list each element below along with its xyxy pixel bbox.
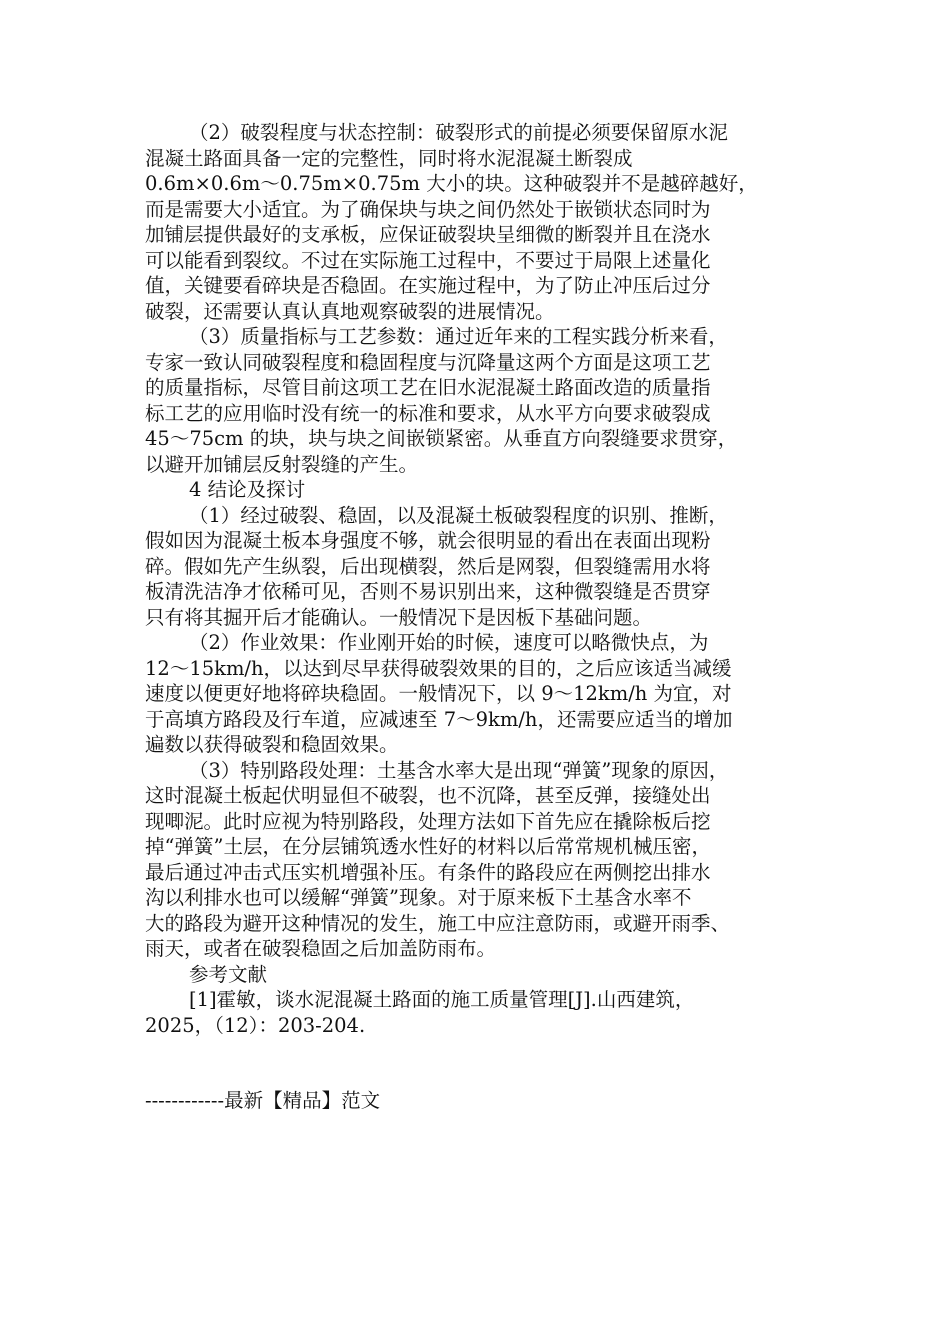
text-line: 12～15km/h，以达到尽早获得破裂效果的目的，之后应该适当减缓 <box>145 656 732 680</box>
text-line: 专家一致认同破裂程度和稳固程度与沉降量这两个方面是这项工艺 <box>145 350 711 374</box>
text-line: 混凝土路面具备一定的完整性，同时将水泥混凝土断裂成 <box>145 146 633 170</box>
text-line: 以避开加铺层反射裂缝的产生。 <box>145 452 419 476</box>
text-line: 2025，（12）：203-204. <box>145 1013 366 1037</box>
text-line: （2）作业效果：作业刚开始的时候，速度可以略微快点，为 <box>189 631 709 654</box>
section-heading: 参考文献 <box>189 962 268 986</box>
text-line: 的质量指标，尽管目前这项工艺在旧水泥混凝土路面改造的质量指 <box>145 376 711 399</box>
section-heading: 4 结论及探讨 <box>189 478 306 501</box>
paragraph-conclusion-3 <box>145 758 815 962</box>
text-line: 可以能看到裂纹。不过在实际施工过程中，不要过于局限上述量化 <box>145 248 711 272</box>
section-heading-references <box>145 962 815 988</box>
paragraph-breakage-degree <box>145 120 815 324</box>
paragraph-conclusion-1 <box>145 503 815 631</box>
text-line: （3）质量指标与工艺参数：通过近年来的工程实践分析来看， <box>189 325 728 348</box>
text-line: 加铺层提供最好的支承板，应保证破裂块呈细微的断裂并且在浇水 <box>145 223 711 246</box>
footer-tagline: ------------最新【精品】范文 <box>145 1089 381 1112</box>
text-line: 于高填方路段及行车道，应减速至 7～9km/h，还需要应适当的增加 <box>145 707 733 731</box>
text-line: 现唧泥。此时应视为特别路段，处理方法如下首先应在撬除板后挖 <box>145 809 711 833</box>
text-line: 雨天，或者在破裂稳固之后加盖防雨布。 <box>145 937 497 960</box>
text-line: 破裂，还需要认真认真地观察破裂的进展情况。 <box>145 299 555 323</box>
text-line: 值，关键要看碎块是否稳固。在实施过程中，为了防止冲压后过分 <box>145 274 711 297</box>
text-line: 标工艺的应用临时没有统一的标准和要求，从水平方向要求破裂成 <box>145 401 711 425</box>
text-line: 只有将其掘开后才能确认。一般情况下是因板下基础问题。 <box>145 605 653 629</box>
text-line: [1]霍敏，谈水泥混凝土路面的施工质量管理[J].山西建筑， <box>189 988 695 1011</box>
paragraph-conclusion-2 <box>145 630 815 758</box>
text-line: 45～75cm 的块，块与块之间嵌锁紧密。从垂直方向裂缝要求贯穿， <box>145 427 738 450</box>
text-line: 碎。假如先产生纵裂，后出现横裂，然后是网裂，但裂缝需用水将 <box>145 554 711 578</box>
spacer <box>145 1038 815 1088</box>
text-line: 而是需要大小适宜。为了确保块与块之间仍然处于嵌锁状态同时为 <box>145 197 711 221</box>
text-line: 大的路段为避开这种情况的发生，施工中应注意防雨，或避开雨季、 <box>145 911 731 935</box>
footer <box>145 1088 815 1114</box>
text-line: 遍数以获得破裂和稳固效果。 <box>145 733 399 756</box>
text-line: 最后通过冲击式压实机增强补压。有条件的路段应在两侧挖出排水 <box>145 860 711 884</box>
paragraph-quality-index <box>145 324 815 477</box>
reference-item <box>145 987 815 1038</box>
text-line: （1）经过破裂、稳固，以及混凝土板破裂程度的识别、推断， <box>189 503 728 527</box>
text-line: （2）破裂程度与状态控制：破裂形式的前提必须要保留原水泥 <box>189 121 728 144</box>
text-line: 掉“弹簧”土层，在分层铺筑透水性好的材料以后常常规机械压密， <box>145 835 711 858</box>
text-line: 板清洗洁净才依稀可见，否则不易识别出来，这种微裂缝是否贯穿 <box>145 580 711 603</box>
text-line: 0.6m×0.6m～0.75m×0.75m 大小的块。这种破裂并不是越碎越好， <box>145 172 758 195</box>
text-line: 假如因为混凝土板本身强度不够，就会很明显的看出在表面出现粉 <box>145 529 711 552</box>
text-line: 沟以利排水也可以缓解“弹簧”现象。对于原来板下土基含水率不 <box>145 886 692 909</box>
text-line: 这时混凝土板起伏明显但不破裂，也不沉降，甚至反弹，接缝处出 <box>145 784 711 807</box>
document-page <box>145 120 815 1114</box>
section-heading-conclusion <box>145 477 815 503</box>
text-line: 速度以便更好地将碎块稳固。一般情况下，以 9～12km/h 为宜，对 <box>145 682 732 705</box>
text-line: （3）特别路段处理：土基含水率大是出现“弹簧”现象的原因， <box>189 758 729 782</box>
